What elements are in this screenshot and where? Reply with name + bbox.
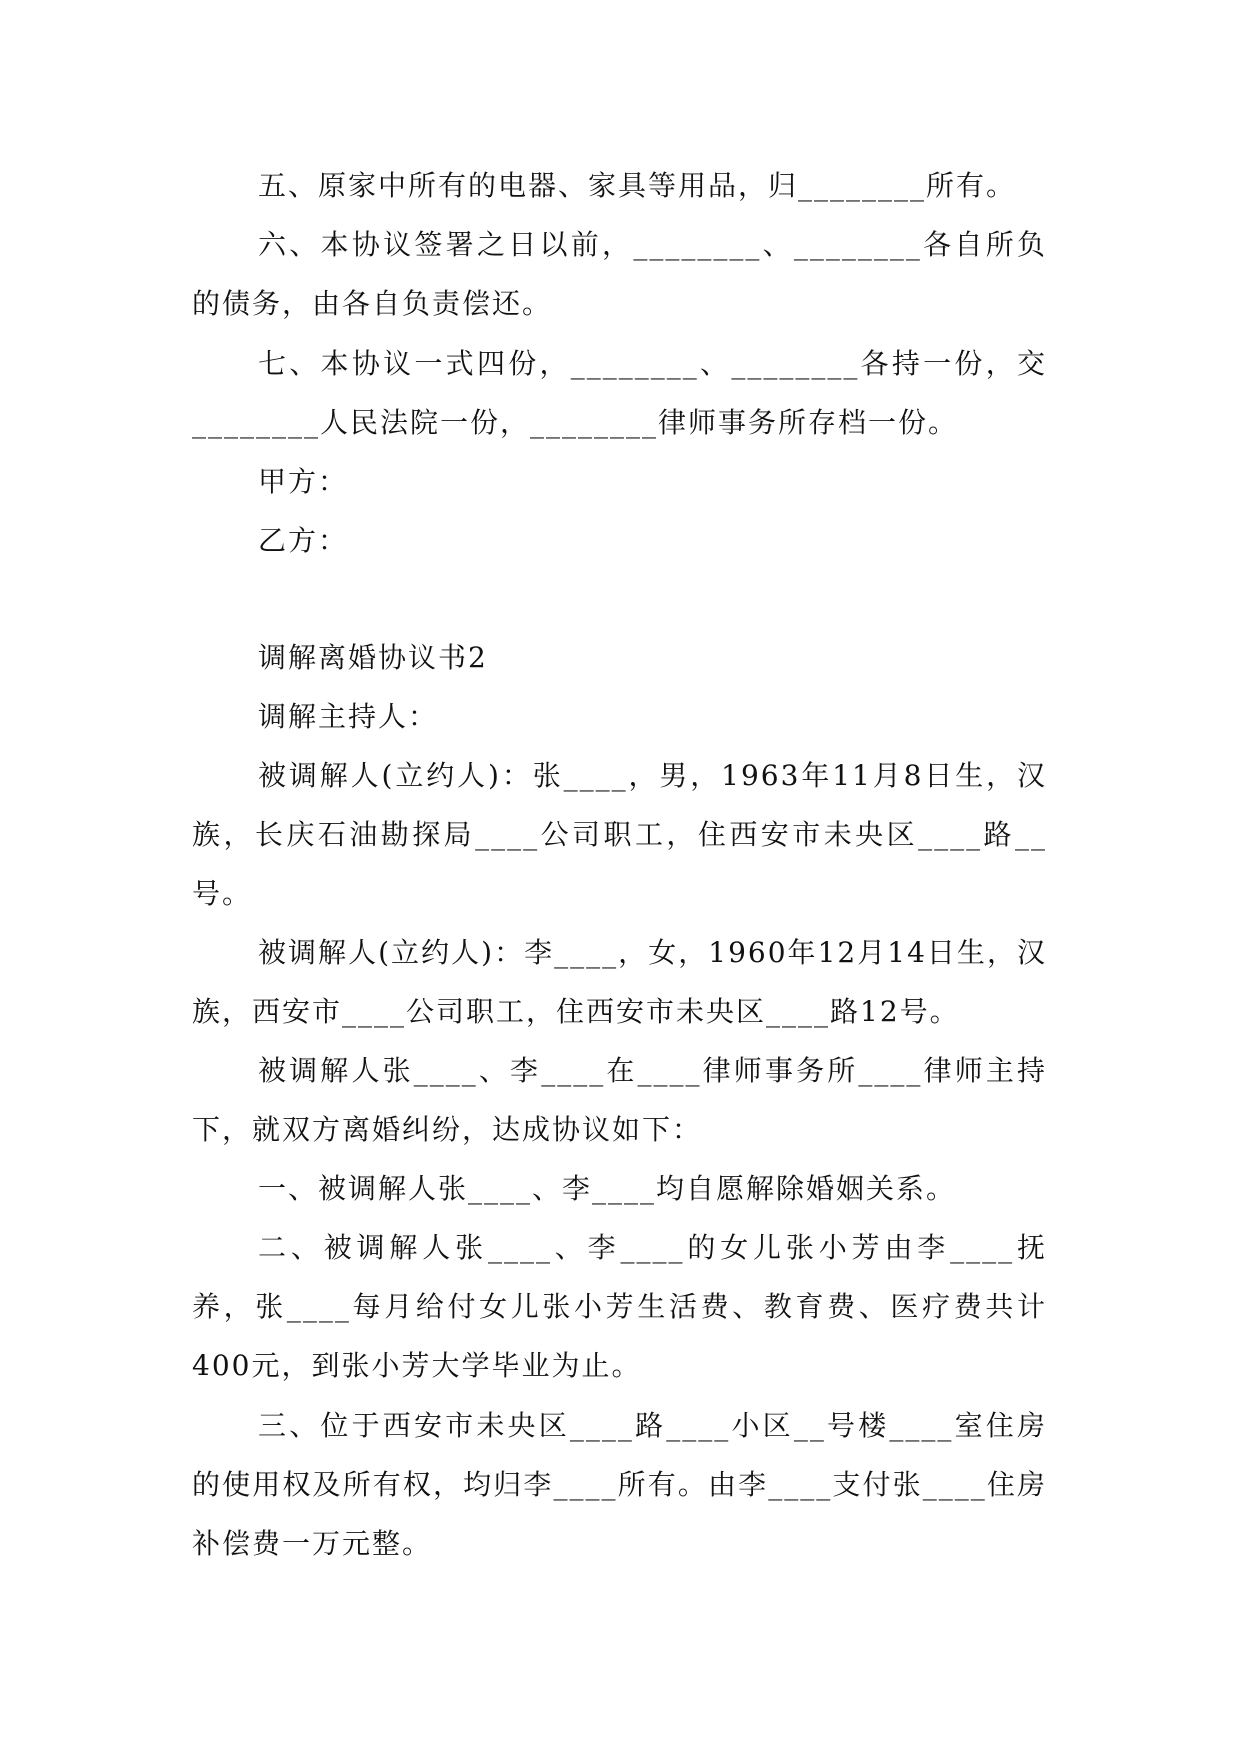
party-li-info: 被调解人(立约人)：李____，女，1960年12月14日生，汉族，西安市____公司职工，住西安市未央区____路12号。 xyxy=(192,936,1047,1028)
mediator-line: 调解主持人： xyxy=(258,700,439,733)
document-title: 调解离婚协议书2 xyxy=(258,641,488,674)
clause-five: 五、原家中所有的电器、家具等用品，归________所有。 xyxy=(258,169,1017,202)
party-a-signature-line: 甲方： xyxy=(258,465,349,498)
clause-seven: 七、本协议一式四份，________、________各持一份，交________人民法院一份，________律师事务所存档一份。 xyxy=(192,347,1047,439)
mediation-preamble: 被调解人张____、李____在____律师事务所____律师主持下，就双方离婚纠纷，达成协议如下： xyxy=(192,1054,1047,1146)
article-two: 二、被调解人张____、李____的女儿张小芳由李____抚养，张____每月给付女儿张小芳生活费、教育费、医疗费共计400元，到张小芳大学毕业为止。 xyxy=(192,1231,1047,1382)
article-one: 一、被调解人张____、李____均自愿解除婚姻关系。 xyxy=(258,1172,957,1205)
party-b-signature-line: 乙方： xyxy=(258,524,349,557)
clause-six: 六、本协议签署之日以前，________、________各自所负的债务，由各自负责偿还。 xyxy=(192,228,1047,320)
article-three: 三、位于西安市未央区____路____小区__号楼____室住房的使用权及所有权，均归李____所有。由李____支付张____住房补偿费一万元整。 xyxy=(192,1409,1047,1560)
party-zhang-info: 被调解人(立约人)：张____，男，1963年11月8日生，汉族，长庆石油勘探局____公司职工，住西安市未央区____路__号。 xyxy=(192,759,1047,910)
